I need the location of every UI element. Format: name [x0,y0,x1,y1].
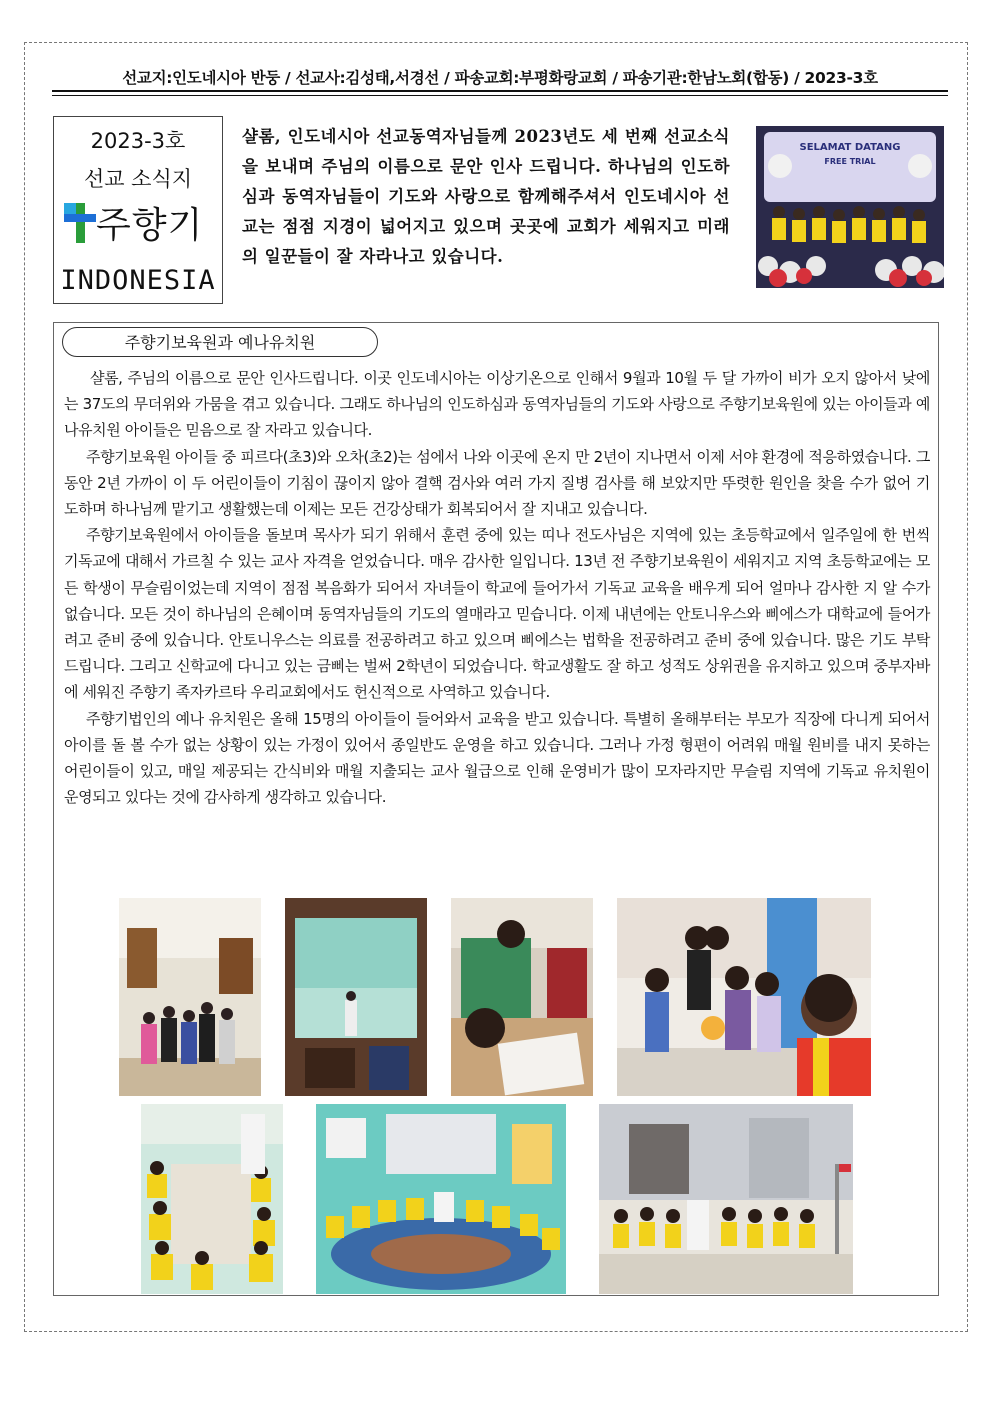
section-title: 주향기보육원과 예나유치원 [62,327,378,357]
country-name: INDONESIA [60,265,216,296]
header-rule-thin [52,95,948,96]
paragraph: 샬롬, 주님의 이름으로 문안 인사드립니다. 이곳 인도네시아는 이상기온으로 인해서 9월과 10월 두 달 가까이 비가 오지 않아서 낮에는 37도의 무더위와 가뭄을 겪고 있습니다. 그래도 하나님의 인도하심과 동역자님들의 기도와 사랑으로 주향기보육원에 있는 아이들과 예나유치원 아이들은 믿음으로 잘 자라고 있습니다. [64,369,930,440]
banner-line1: SELAMAT DATANG [799,142,901,153]
section-body [64,365,930,810]
paragraph: 주향기법인의 예나 유치원은 올해 15명의 아이들이 들어와서 교육을 받고 있습니다. 특별히 올해부터는 부모가 직장에 다니게 되어서 아이를 돌 볼 수가 없는 상황이 있는 가정이 있어서 종일반도 운영을 하고 있습니다. 그러나 가정 형편이 어려워 매월 원비를 내지 못하는 어린이들이 있고, 매일 제공되는 간식비와 매월 지출되는 교사 월급으로 인해 운영비가 많이 모자라지만 무슬림 지역에 기독교 유치원이 운영되고 있다는 것에 감사하게 생각하고 있습니다. [64,709,930,807]
photo-classroom [285,898,427,1096]
photo-birthday-selfie [617,898,871,1096]
paragraph: 주향기보육원에서 아이들을 돌보며 목사가 되기 위해서 훈련 중에 있는 띠나 전도사님은 지역에 있는 초등학교에서 일주일에 한 번씩 기독교에 대해서 가르칠 수 있는 교사 자격을 얻었습니다. 매우 감사한 일입니다. 13년 전 주향기보육원이 세워지고 지역 초등학교에는 모든 학생이 무슬림이었는데 지역이 점점 복음화가 되어서 자녀들이 학교에 들어가서 기독교 교육을 배우게 되어 얼마나 감사한 지 알 수가 없습니다. 모든 것이 하나님의 은혜이며 동역자님들의 기도의 열매라고 믿습니다. 이제 내년에는 안토니우스와 삐에스가 대학교에 들어가려고 준비 중에 있습니다. 안토니우스는 의료를 전공하려고 하고 있으며 삐에스는 법학을 전공하려고 준비 중에 있습니다. 많은 기도 부탁드립니다. 그리고 신학교에 다니고 있는 금삐는 벌써 2학년이 되었습니다. 학교생활도 잘 하고 성적도 상위권을 유지하고 있으며 중부자바에 세워진 주향기 족자카르타 우리교회에서도 헌신적으로 사역하고 있습니다. [64,526,930,702]
photo-kindergarten-circle [316,1104,566,1294]
header-rule [52,90,948,92]
photo-kindergarten-snack [141,1104,283,1294]
brand-name: 주향기 [96,205,204,246]
banner-line2: FREE TRIAL [824,157,876,166]
cross-icon [64,203,96,243]
banner-photo [756,126,944,288]
header-info-line: 선교지:인도네시아 반둥 / 선교사:김성태,서경선 / 파송교회:부평화랑교회 / 파송기관:한남노회(합동) / 2023-3호 [122,69,878,87]
photo-kids-studying [451,898,593,1096]
issue-number: 2023-3호 [90,129,186,153]
paragraph: 주향기보육원 아이들 중 피르다(초3)와 오차(초2)는 섬에서 나와 이곳에 온지 만 2년이 지나면서 이제 서야 환경에 적응하였습니다. 그동안 2년 가까이 이 두 어린이들이 기침이 끊이지 않아 결핵 검사와 여러 가지 질병 검사를 해 보았지만 뚜렷한 원인을 찾을 수가 없어 기도하며 하나님께 맡기고 생활했는데 이제는 모든 건강상태가 회복되어서 잘 지내고 있습니다. [64,447,930,519]
photo-group-indoor [119,898,261,1096]
newsletter-label: 선교 소식지 [83,167,193,191]
intro-greeting: 샬롬, 인도네시아 선교동역자님들께 2023년도 세 번째 선교소식을 보내며 주님의 이름으로 문안 인사 드립니다. 하나님의 인도하심과 동역자님들이 기도와 사랑으로 함께해주셔서 인도네시아 선교는 점점 지경이 넓어지고 있으며 곳곳에 교회가 세워지고 미래의 일꾼들이 잘 자라나고 있습니다. [242,127,730,266]
photo-kindergarten-group [599,1104,853,1294]
title-box [53,116,223,304]
brand-logo [54,197,222,249]
